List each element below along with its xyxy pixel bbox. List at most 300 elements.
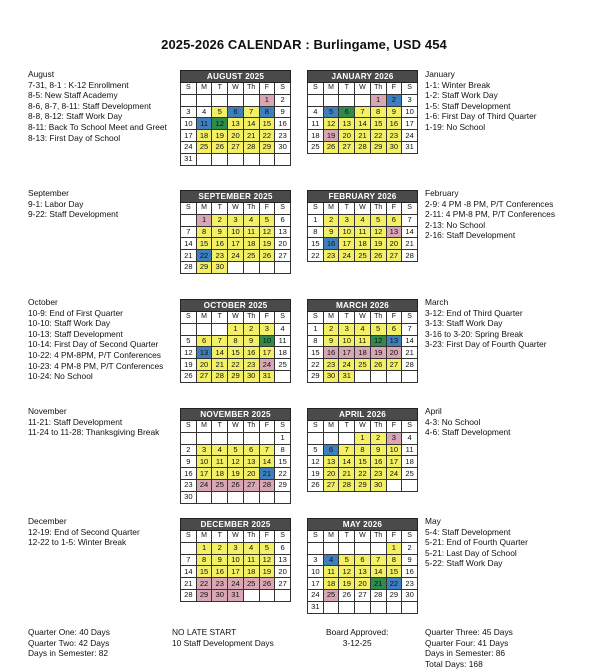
- notes-april: [425, 406, 511, 438]
- note-line: 3-23: First Day of Fourth Quarter: [425, 339, 547, 350]
- day-cell: 22: [308, 250, 324, 262]
- day-cell: [370, 542, 386, 554]
- day-cell: 28: [370, 589, 386, 601]
- day-cell: 5: [370, 323, 386, 335]
- day-cell: [259, 153, 275, 165]
- day-cell: 13: [228, 118, 244, 130]
- day-cell: 27: [196, 370, 212, 382]
- weekday-label: Th: [370, 421, 386, 433]
- day-cell: 16: [370, 456, 386, 468]
- weekday-label: S: [308, 83, 324, 95]
- day-cell: 27: [355, 589, 371, 601]
- weekday-label: W: [355, 83, 371, 95]
- calendar-october-2025: [180, 299, 291, 383]
- day-cell: 20: [275, 238, 291, 250]
- day-cell: 3: [196, 444, 212, 456]
- week-row: [181, 347, 291, 359]
- day-cell: [339, 601, 355, 613]
- day-cell: [228, 153, 244, 165]
- day-cell: 20: [196, 359, 212, 371]
- day-cell: 24: [339, 359, 355, 371]
- day-cell: 29: [196, 589, 212, 601]
- week-row: [181, 130, 291, 142]
- day-cell: 22: [259, 130, 275, 142]
- month-title: MAY 2026: [308, 519, 418, 531]
- week-row: [181, 226, 291, 238]
- day-cell: 18: [212, 468, 228, 480]
- day-cell: 27: [323, 479, 339, 491]
- day-cell: 17: [339, 238, 355, 250]
- day-cell: 1: [370, 94, 386, 106]
- day-cell: 5: [212, 106, 228, 118]
- day-cell: [308, 94, 324, 106]
- day-cell: 13: [275, 554, 291, 566]
- note-line: 8-5: New Staff Academy: [28, 90, 118, 101]
- day-cell: 17: [386, 456, 402, 468]
- weekday-label: W: [228, 203, 244, 215]
- week-row: [308, 130, 418, 142]
- day-cell: [181, 542, 197, 554]
- week-row: [308, 106, 418, 118]
- day-cell: [212, 94, 228, 106]
- day-cell: [228, 94, 244, 106]
- day-cell: 23: [370, 468, 386, 480]
- day-cell: 25: [402, 468, 418, 480]
- month-title: DECEMBER 2025: [181, 519, 291, 531]
- day-cell: [243, 432, 259, 444]
- week-row: [308, 250, 418, 262]
- day-cell: 4: [355, 214, 371, 226]
- day-cell: 20: [355, 578, 371, 590]
- day-cell: 24: [339, 250, 355, 262]
- weekday-label: S: [181, 203, 197, 215]
- notes-may: [425, 516, 528, 569]
- calendar-february-2026: [307, 190, 418, 262]
- day-cell: 8: [370, 106, 386, 118]
- day-cell: 9: [212, 226, 228, 238]
- day-cell: 29: [259, 141, 275, 153]
- day-cell: 5: [339, 554, 355, 566]
- day-cell: 23: [386, 130, 402, 142]
- week-row: [181, 589, 291, 601]
- day-cell: 6: [228, 106, 244, 118]
- week-row: [308, 335, 418, 347]
- week-row: [308, 226, 418, 238]
- week-row: [181, 153, 291, 165]
- note-line: 1-19: No School: [425, 121, 486, 132]
- day-cell: 2: [212, 214, 228, 226]
- day-cell: 9: [243, 335, 259, 347]
- day-cell: 13: [275, 226, 291, 238]
- weekday-label: M: [323, 203, 339, 215]
- note-line: 10-22: 4 PM-8PM, P/T Conferences: [28, 349, 161, 360]
- day-cell: 25: [308, 141, 324, 153]
- day-cell: 10: [308, 566, 324, 578]
- week-row: [308, 578, 418, 590]
- calendar-april-2026: [307, 408, 418, 492]
- day-cell: 26: [308, 479, 324, 491]
- note-line: 9-1: Labor Day: [28, 198, 84, 209]
- weekday-label: W: [355, 203, 371, 215]
- day-cell: 10: [386, 444, 402, 456]
- day-cell: 1: [196, 214, 212, 226]
- day-cell: 7: [355, 106, 371, 118]
- day-cell: 6: [386, 323, 402, 335]
- day-cell: 27: [386, 250, 402, 262]
- day-cell: 28: [402, 359, 418, 371]
- note-line: 5-21: Last Day of School: [425, 547, 517, 558]
- notes-march: [425, 297, 546, 350]
- day-cell: 6: [386, 214, 402, 226]
- weekday-label: W: [228, 83, 244, 95]
- day-cell: 12: [212, 118, 228, 130]
- day-cell: 10: [339, 226, 355, 238]
- day-cell: [308, 542, 324, 554]
- week-row: [308, 479, 418, 491]
- day-cell: 11: [243, 226, 259, 238]
- day-cell: 19: [370, 347, 386, 359]
- day-cell: 17: [339, 347, 355, 359]
- day-cell: 30: [212, 589, 228, 601]
- footer-line: Board Approved:: [326, 627, 389, 637]
- day-cell: 20: [275, 566, 291, 578]
- week-row: [308, 238, 418, 250]
- footer-line: Quarter One: 40 Days: [28, 627, 110, 637]
- week-row: [181, 542, 291, 554]
- day-cell: [243, 94, 259, 106]
- note-line: 10-10: Staff Work Day: [28, 318, 111, 329]
- day-cell: 22: [370, 130, 386, 142]
- week-row: [181, 359, 291, 371]
- page-title: 2025-2026 CALENDAR : Burlingame, USD 454: [161, 37, 447, 52]
- weekday-label: S: [181, 83, 197, 95]
- week-row: [308, 347, 418, 359]
- day-cell: [339, 542, 355, 554]
- note-line: 10-24: No School: [28, 371, 93, 382]
- day-cell: 9: [323, 226, 339, 238]
- weekday-label: M: [323, 83, 339, 95]
- day-cell: 4: [196, 106, 212, 118]
- day-cell: 18: [355, 238, 371, 250]
- weekday-label: F: [259, 203, 275, 215]
- note-line: 3-12: End of Third Quarter: [425, 307, 523, 318]
- day-cell: 23: [323, 250, 339, 262]
- day-cell: 31: [402, 141, 418, 153]
- footer-line: Quarter Four: 41 Days: [425, 637, 509, 648]
- day-cell: 26: [212, 141, 228, 153]
- day-cell: 22: [355, 468, 371, 480]
- day-cell: [402, 601, 418, 613]
- week-row: [181, 94, 291, 106]
- day-cell: 19: [259, 238, 275, 250]
- weekday-label: F: [386, 83, 402, 95]
- day-cell: [386, 370, 402, 382]
- weekday-label: T: [339, 83, 355, 95]
- day-cell: 26: [228, 479, 244, 491]
- note-line: 12-19: End of Second Quarter: [28, 526, 140, 537]
- month-title: FEBRUARY 2026: [308, 191, 418, 203]
- day-cell: 19: [212, 130, 228, 142]
- notes-heading: April: [425, 406, 442, 416]
- notes-october: [28, 297, 163, 382]
- notes-heading: September: [28, 188, 69, 198]
- weekday-label: M: [323, 312, 339, 324]
- weekday-label: M: [196, 531, 212, 543]
- day-cell: [196, 491, 212, 503]
- week-row: [308, 359, 418, 371]
- day-cell: 11: [212, 456, 228, 468]
- note-line: 1-2: Staff Work Day: [425, 90, 498, 101]
- day-cell: 2: [275, 94, 291, 106]
- day-cell: 23: [243, 359, 259, 371]
- day-cell: 10: [196, 456, 212, 468]
- weekday-label: S: [402, 203, 418, 215]
- weekday-label: T: [339, 531, 355, 543]
- day-cell: 21: [243, 130, 259, 142]
- week-row: [181, 554, 291, 566]
- day-cell: 19: [308, 468, 324, 480]
- day-cell: 3: [386, 432, 402, 444]
- note-line: 5-21: End of Fourth Quarter: [425, 537, 528, 548]
- day-cell: 5: [228, 444, 244, 456]
- weekday-label: S: [402, 83, 418, 95]
- day-cell: 15: [196, 238, 212, 250]
- day-cell: 29: [275, 479, 291, 491]
- day-cell: 21: [339, 468, 355, 480]
- notes-heading: November: [28, 406, 67, 416]
- weekday-label: W: [228, 312, 244, 324]
- weekday-label: S: [308, 531, 324, 543]
- week-row: [181, 566, 291, 578]
- week-row: [308, 566, 418, 578]
- notes-heading: February: [425, 188, 459, 198]
- day-cell: 29: [370, 141, 386, 153]
- day-cell: 2: [386, 94, 402, 106]
- day-cell: 3: [181, 106, 197, 118]
- week-row: [181, 118, 291, 130]
- week-row: [181, 479, 291, 491]
- notes-heading: August: [28, 69, 55, 79]
- day-cell: 4: [275, 323, 291, 335]
- notes-august: [28, 69, 167, 143]
- day-cell: 29: [355, 479, 371, 491]
- week-row: [181, 250, 291, 262]
- day-cell: 4: [323, 554, 339, 566]
- day-cell: 8: [196, 226, 212, 238]
- weekday-label: Th: [370, 312, 386, 324]
- week-row: [308, 589, 418, 601]
- day-cell: [275, 491, 291, 503]
- day-cell: 24: [308, 589, 324, 601]
- day-cell: 5: [370, 214, 386, 226]
- day-cell: 3: [228, 542, 244, 554]
- day-cell: 12: [323, 118, 339, 130]
- week-row: [308, 370, 418, 382]
- notes-december: [28, 516, 140, 548]
- day-cell: 16: [323, 238, 339, 250]
- day-cell: 26: [259, 578, 275, 590]
- weekday-label: W: [228, 421, 244, 433]
- month-title: OCTOBER 2025: [181, 300, 291, 312]
- day-cell: 21: [402, 347, 418, 359]
- week-row: [181, 261, 291, 273]
- day-cell: 8: [228, 335, 244, 347]
- day-cell: 9: [386, 106, 402, 118]
- day-cell: 30: [386, 141, 402, 153]
- day-cell: 17: [181, 130, 197, 142]
- day-cell: 26: [370, 359, 386, 371]
- footer-board-approval: [326, 627, 388, 648]
- day-cell: 15: [355, 456, 371, 468]
- footer-line: 3-12-25: [342, 637, 372, 648]
- day-cell: 14: [370, 566, 386, 578]
- day-cell: 18: [323, 578, 339, 590]
- weekday-label: F: [259, 421, 275, 433]
- day-cell: 17: [196, 468, 212, 480]
- notes-heading: May: [425, 516, 441, 526]
- footer-line: NO LATE START: [172, 627, 237, 637]
- weekday-label: T: [212, 531, 228, 543]
- day-cell: [370, 601, 386, 613]
- day-cell: 6: [275, 542, 291, 554]
- weekday-label: M: [196, 421, 212, 433]
- day-cell: 4: [243, 214, 259, 226]
- day-cell: [212, 491, 228, 503]
- day-cell: 20: [243, 468, 259, 480]
- day-cell: 15: [370, 118, 386, 130]
- day-cell: 21: [402, 238, 418, 250]
- day-cell: [259, 589, 275, 601]
- day-cell: 8: [259, 106, 275, 118]
- weekday-label: Th: [243, 203, 259, 215]
- day-cell: 28: [355, 141, 371, 153]
- note-line: 11-21: Staff Development: [28, 416, 123, 427]
- weekday-label: F: [259, 531, 275, 543]
- day-cell: 15: [386, 566, 402, 578]
- day-cell: 11: [323, 566, 339, 578]
- day-cell: 11: [355, 335, 371, 347]
- day-cell: 3: [259, 323, 275, 335]
- day-cell: 28: [181, 261, 197, 273]
- day-cell: 1: [308, 214, 324, 226]
- day-cell: [323, 601, 339, 613]
- day-cell: 24: [196, 479, 212, 491]
- day-cell: 21: [212, 359, 228, 371]
- note-line: 9-22: Staff Development: [28, 209, 119, 220]
- day-cell: 6: [339, 106, 355, 118]
- day-cell: 13: [386, 335, 402, 347]
- note-line: 10-13: Staff Development: [28, 328, 123, 339]
- day-cell: [402, 479, 418, 491]
- notes-january: [425, 69, 537, 133]
- day-cell: 16: [323, 347, 339, 359]
- day-cell: 23: [275, 130, 291, 142]
- day-cell: 7: [402, 323, 418, 335]
- day-cell: 11: [196, 118, 212, 130]
- day-cell: 13: [386, 226, 402, 238]
- day-cell: 8: [308, 226, 324, 238]
- day-cell: 9: [181, 456, 197, 468]
- weekday-label: F: [386, 421, 402, 433]
- weekday-label: S: [181, 421, 197, 433]
- weekday-label: T: [212, 203, 228, 215]
- day-cell: 15: [228, 347, 244, 359]
- day-cell: [196, 153, 212, 165]
- day-cell: 18: [308, 130, 324, 142]
- footer-line: Days in Semester: 86: [425, 648, 506, 659]
- day-cell: [275, 589, 291, 601]
- weekday-label: M: [196, 203, 212, 215]
- day-cell: 25: [243, 578, 259, 590]
- day-cell: 21: [355, 130, 371, 142]
- day-cell: 4: [243, 542, 259, 554]
- day-cell: [243, 589, 259, 601]
- day-cell: 16: [275, 118, 291, 130]
- weekday-label: T: [339, 203, 355, 215]
- weekday-label: Th: [370, 83, 386, 95]
- day-cell: 7: [181, 226, 197, 238]
- day-cell: 10: [339, 335, 355, 347]
- day-cell: 26: [181, 370, 197, 382]
- day-cell: 25: [196, 141, 212, 153]
- day-cell: 2: [181, 444, 197, 456]
- weekday-label: W: [355, 312, 371, 324]
- day-cell: 11: [243, 554, 259, 566]
- day-cell: 18: [402, 456, 418, 468]
- day-cell: 17: [228, 238, 244, 250]
- day-cell: 3: [339, 214, 355, 226]
- week-row: [181, 214, 291, 226]
- week-row: [308, 554, 418, 566]
- day-cell: 18: [196, 130, 212, 142]
- calendar-december-2025: [180, 518, 291, 602]
- day-cell: 15: [275, 456, 291, 468]
- day-cell: 3: [228, 214, 244, 226]
- day-cell: [196, 323, 212, 335]
- weekday-label: S: [308, 312, 324, 324]
- day-cell: 28: [243, 141, 259, 153]
- day-cell: 25: [355, 359, 371, 371]
- day-cell: 30: [181, 491, 197, 503]
- weekday-label: Th: [243, 531, 259, 543]
- day-cell: 21: [259, 468, 275, 480]
- day-cell: [308, 432, 324, 444]
- calendar-may-2026: [307, 518, 418, 614]
- day-cell: 14: [402, 335, 418, 347]
- note-line: 1-6: First Day of Third Quarter: [425, 111, 537, 122]
- day-cell: 26: [323, 141, 339, 153]
- day-cell: 13: [339, 118, 355, 130]
- day-cell: [323, 94, 339, 106]
- day-cell: 23: [402, 578, 418, 590]
- day-cell: 6: [243, 444, 259, 456]
- day-cell: 8: [308, 335, 324, 347]
- note-line: 1-5: Staff Development: [425, 100, 511, 111]
- day-cell: 2: [243, 323, 259, 335]
- day-cell: 10: [228, 226, 244, 238]
- day-cell: 19: [339, 578, 355, 590]
- day-cell: 30: [212, 261, 228, 273]
- day-cell: 19: [370, 238, 386, 250]
- day-cell: [370, 370, 386, 382]
- month-title: SEPTEMBER 2025: [181, 191, 291, 203]
- week-row: [308, 214, 418, 226]
- day-cell: 28: [212, 370, 228, 382]
- note-line: 2-11: 4 PM-8 PM, P/T Conferences: [425, 209, 556, 220]
- week-row: [308, 468, 418, 480]
- weekday-label: S: [275, 531, 291, 543]
- day-cell: 21: [370, 578, 386, 590]
